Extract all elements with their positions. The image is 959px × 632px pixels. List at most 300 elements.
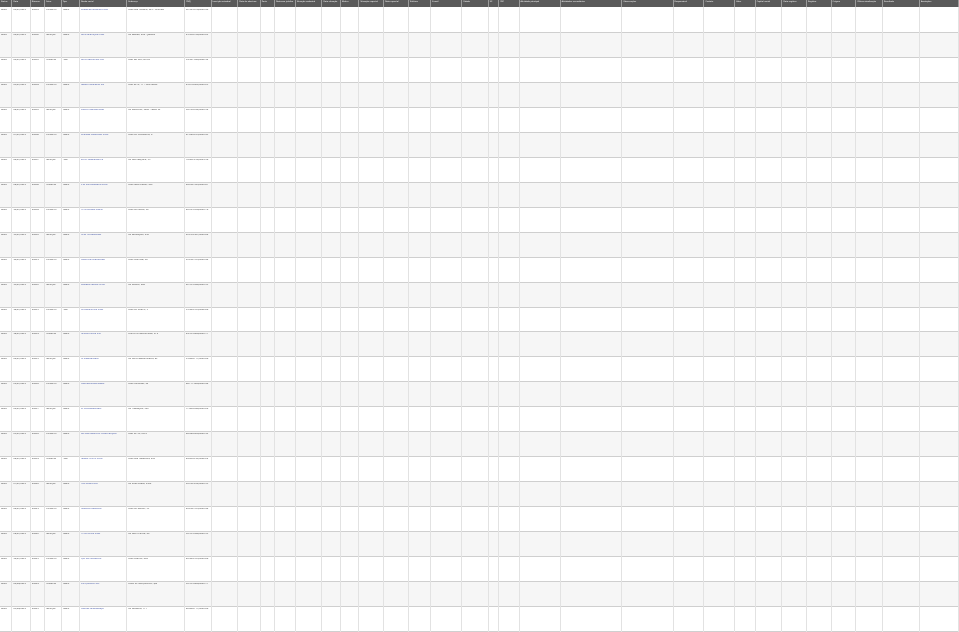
table-row[interactable] xyxy=(0,158,959,183)
table-cell-end: DISTRITO INDUSTRIAL, LT 4 xyxy=(128,333,159,336)
table-cell-nome: RÔ MATERIAIS DE CONSTRUÇÃO xyxy=(81,433,117,436)
table-cell-date: 26/07/2021 xyxy=(13,458,26,461)
table-row[interactable] xyxy=(0,308,959,333)
table-cell-date: 08/07/2021 xyxy=(13,158,26,161)
column-header-label: Status xyxy=(1,0,8,3)
table-cell-date: 09/07/2021 xyxy=(13,183,26,186)
table-cell-num: 00001 xyxy=(31,9,39,11)
table-cell-date: 16/07/2021 xyxy=(13,308,26,311)
table-cell-status: Ativa xyxy=(1,358,7,361)
table-cell-nome: ZETA TRANSPORTES xyxy=(81,158,104,161)
table-cell-nome: XI ENGENHARIA xyxy=(81,358,99,361)
table-cell-tipo: Matriz xyxy=(62,533,70,536)
table-cell-tipo: Matriz xyxy=(62,433,70,436)
column-header-label: Atividade principal xyxy=(520,0,540,3)
table-row[interactable] xyxy=(0,133,959,158)
table-cell-status: Ativa xyxy=(1,533,7,536)
table-cell-setor: Indústria xyxy=(46,458,56,461)
column-header-label: Cidade xyxy=(463,0,470,3)
column-header-label: Data de abertura xyxy=(239,0,257,3)
table-cell-cnpj: 88.999.000/0001-11 xyxy=(185,433,209,436)
column-divider xyxy=(126,7,127,632)
column-header-label: Natureza jurídica xyxy=(276,0,294,3)
column-divider xyxy=(621,7,622,632)
column-header[interactable] xyxy=(499,0,520,7)
column-header[interactable] xyxy=(31,0,45,7)
column-divider xyxy=(488,7,489,632)
column-header[interactable] xyxy=(409,0,432,7)
table-cell-tipo: Matriz xyxy=(62,333,70,336)
column-header-label: CNPJ xyxy=(185,0,191,3)
table-cell-cnpj: 89.012.345/0001-67 xyxy=(185,183,209,186)
table-row[interactable] xyxy=(0,382,959,407)
table-cell-tipo: Filial xyxy=(62,458,68,461)
table-cell-date: 22/07/2021 xyxy=(13,408,26,411)
column-header[interactable] xyxy=(520,0,561,7)
column-header[interactable] xyxy=(62,0,80,7)
column-header-label: Endereço xyxy=(128,0,138,3)
column-header[interactable] xyxy=(756,0,783,7)
column-header[interactable] xyxy=(12,0,30,7)
column-header-label: Observações xyxy=(623,0,637,3)
column-header-label: Capital social xyxy=(756,0,771,3)
column-divider xyxy=(44,7,45,632)
column-header-label: Origem xyxy=(832,0,841,3)
table-cell-num: 00018 xyxy=(31,433,39,436)
table-row[interactable] xyxy=(0,407,959,432)
column-header-label: UF xyxy=(489,0,493,3)
table-cell-nome: ÔMEGA SEGURANÇA xyxy=(81,608,104,611)
table-cell-date: 05/07/2021 xyxy=(13,83,26,86)
table-row[interactable] xyxy=(0,507,959,532)
table-cell-date: 02/07/2021 xyxy=(13,33,26,36)
table-cell-setor: Serviços xyxy=(46,283,56,286)
table-cell-nome: FI EVENTOS LTDA xyxy=(81,533,101,536)
column-header[interactable] xyxy=(856,0,883,7)
column-header-label: Situação cadastral xyxy=(296,0,316,3)
table-cell-cnpj: 22.333.444/0001-55 xyxy=(185,283,209,286)
table-row[interactable] xyxy=(0,108,959,133)
table-cell-num: 00004 xyxy=(31,83,39,86)
table-row[interactable] xyxy=(0,607,959,632)
table-row[interactable] xyxy=(0,532,959,557)
table-cell-nome: ÉPSILON MERCADO LTDA xyxy=(81,133,109,136)
column-divider xyxy=(358,7,359,632)
column-header[interactable] xyxy=(622,0,673,7)
table-cell-end: RUA DIGITAL, 404 xyxy=(128,558,148,561)
table-cell-num: 00017 xyxy=(31,408,39,411)
table-cell-end: RUA DO COMÉRCIO, 9 xyxy=(128,133,153,136)
table-cell-status: Ativa xyxy=(1,408,7,411)
table-cell-date: 19/07/2021 xyxy=(13,333,26,336)
table-cell-setor: Indústria xyxy=(46,583,56,586)
table-cell-tipo: Matriz xyxy=(62,9,70,11)
table-row[interactable] xyxy=(0,258,959,283)
column-header-label: Data registro xyxy=(783,0,797,3)
table-cell-cnpj: 67.890.123/0001-45 xyxy=(185,133,209,136)
column-divider xyxy=(321,7,322,632)
table-cell-setor: Indústria xyxy=(46,183,56,186)
table-cell-end: AV BRASIL, 400 - JARDIM xyxy=(128,33,156,36)
table-cell-cnpj: 40.444.555/0001-66 xyxy=(185,558,209,561)
column-header[interactable] xyxy=(359,0,384,7)
column-header[interactable] xyxy=(275,0,296,7)
table-cell-tipo: Matriz xyxy=(62,283,70,286)
table-cell-status: Ativa xyxy=(1,33,7,36)
column-header-label: Data especial xyxy=(385,0,399,3)
table-row[interactable] xyxy=(0,58,959,83)
table-cell-end: RUA DAS FLORES, 123 - CENTRO xyxy=(128,9,165,11)
table-cell-tipo: Matriz xyxy=(62,258,70,261)
table-cell-tipo: Matriz xyxy=(62,233,70,236)
column-divider xyxy=(919,7,920,632)
table-row[interactable] xyxy=(0,283,959,308)
column-header[interactable] xyxy=(212,0,239,7)
table-cell-tipo: Matriz xyxy=(62,383,70,386)
column-header-label: Data xyxy=(13,0,19,3)
table-cell-status: Ativa xyxy=(1,83,7,86)
table-cell-nome: MI ALIMENTOS LTDA xyxy=(81,308,104,311)
table-cell-end: RUA INDUSTRIAL, 300 xyxy=(128,183,153,186)
table-cell-setor: Indústria xyxy=(46,58,56,61)
table-cell-setor: Serviços xyxy=(46,358,56,361)
table-cell-status: Ativa xyxy=(1,133,7,136)
table-cell-setor: Serviços xyxy=(46,33,56,36)
table-cell-tipo: Matriz xyxy=(62,508,70,511)
table-cell-tipo: Filial xyxy=(62,308,68,311)
column-divider xyxy=(461,7,462,632)
column-divider xyxy=(11,7,12,632)
table-row[interactable] xyxy=(0,482,959,507)
table-cell-cnpj: 23.456.789/0001-01 xyxy=(185,33,209,36)
table-cell-status: Ativa xyxy=(1,483,7,486)
table-row[interactable] xyxy=(0,83,959,108)
column-divider xyxy=(184,7,185,632)
table-cell-cnpj: 90.123.456/0001-78 xyxy=(185,208,209,211)
table-cell-status: Ativa xyxy=(1,9,7,11)
column-header[interactable] xyxy=(127,0,184,7)
table-cell-status: Ativa xyxy=(1,558,7,561)
column-divider xyxy=(734,7,735,632)
table-cell-date: 06/07/2021 xyxy=(13,108,26,111)
column-divider xyxy=(519,7,520,632)
column-header-label: Atividades secundárias xyxy=(561,0,585,3)
table-cell-nome: GAMA COMÉRCIO ME xyxy=(81,83,105,86)
table-cell-tipo: Matriz xyxy=(62,483,70,486)
table-row[interactable] xyxy=(0,582,959,607)
table-cell-nome: ÔMICRON PAPELARIA xyxy=(81,383,105,386)
table-cell-tipo: Matriz xyxy=(62,608,70,611)
table-cell-nome: CAPA DISTRIBUIDORA xyxy=(81,258,105,261)
table-cell-tipo: Matriz xyxy=(62,33,70,36)
table-cell-num: 00002 xyxy=(31,33,39,36)
column-header-label: CEP xyxy=(500,0,504,3)
table-cell-cnpj: 12.345.678/0001-90 xyxy=(185,9,209,11)
table-cell-num: 00023 xyxy=(31,558,39,561)
table-cell-nome: PI CONTABILIDADE xyxy=(81,408,102,411)
table-cell-status: Ativa xyxy=(1,583,7,586)
table-cell-tipo: Matriz xyxy=(62,408,70,411)
column-header-label: Responsável xyxy=(674,0,688,3)
column-header[interactable] xyxy=(0,0,12,7)
table-row[interactable] xyxy=(0,233,959,258)
column-header[interactable] xyxy=(735,0,756,7)
column-header[interactable] xyxy=(45,0,61,7)
column-divider xyxy=(237,7,238,632)
column-header-label: Porte xyxy=(261,0,267,3)
table-cell-end: RUA SETE, 77 - VILA NOVA xyxy=(128,83,158,86)
table-cell-num: 00003 xyxy=(31,58,39,61)
column-header-label: Telefone xyxy=(409,0,418,3)
column-header[interactable] xyxy=(341,0,359,7)
table-row[interactable] xyxy=(0,208,959,233)
table-row[interactable] xyxy=(0,457,959,482)
table-cell-num: 00007 xyxy=(31,158,39,161)
table-cell-end: AV DOS ENGENHEIROS, 61 xyxy=(128,358,158,361)
table-cell-status: Ativa xyxy=(1,283,7,286)
column-header-label: Registro xyxy=(808,0,817,3)
table-cell-date: 28/07/2021 xyxy=(13,508,26,511)
column-divider xyxy=(383,7,384,632)
column-header[interactable] xyxy=(674,0,705,7)
column-header-label: Valor xyxy=(736,0,742,3)
column-header[interactable] xyxy=(883,0,920,7)
column-header[interactable] xyxy=(322,0,340,7)
table-cell-setor: Comércio xyxy=(46,258,57,261)
column-divider xyxy=(274,7,275,632)
table-cell-tipo: Filial xyxy=(62,158,68,161)
column-divider xyxy=(211,7,212,632)
table-cell-nome: IOTA TECNOLOGIA xyxy=(81,233,102,236)
table-cell-date: 15/07/2021 xyxy=(13,283,26,286)
column-divider xyxy=(61,7,62,632)
table-cell-end: AV INOVAÇÃO, 250 xyxy=(128,233,149,236)
table-cell-tipo: Matriz xyxy=(62,183,70,186)
column-header[interactable] xyxy=(185,0,212,7)
table-cell-end: RUA ESCOLAR, 14 xyxy=(128,383,149,386)
table-cell-tipo: Matriz xyxy=(62,358,70,361)
table-cell-setor: Serviços xyxy=(46,533,56,536)
column-header[interactable] xyxy=(238,0,261,7)
table-cell-status: Ativa xyxy=(1,458,7,461)
table-cell-end: ROD BR 116, KM 20 xyxy=(128,58,151,61)
table-cell-date: 30/07/2021 xyxy=(13,558,26,561)
column-header[interactable] xyxy=(261,0,275,7)
column-divider xyxy=(806,7,807,632)
table-cell-date: 29/07/2021 xyxy=(13,533,26,536)
table-cell-num: 00022 xyxy=(31,533,39,536)
table-cell-setor: Indústria xyxy=(46,333,56,336)
column-header-label: Anotações xyxy=(920,0,932,3)
table-cell-num: 00013 xyxy=(31,308,39,311)
column-header[interactable] xyxy=(384,0,409,7)
table-row[interactable] xyxy=(0,183,959,208)
table-cell-nome: ETA METALÚRGICA LTDA xyxy=(81,183,108,186)
table-row[interactable] xyxy=(0,357,959,382)
column-header[interactable] xyxy=(782,0,807,7)
table-cell-date: 03/08/2021 xyxy=(13,608,26,611)
table-cell-end: ROD SP 55, KM 8 xyxy=(128,433,147,436)
column-header[interactable] xyxy=(561,0,623,7)
table-cell-tipo: Matriz xyxy=(62,583,70,586)
table-cell-date: 12/07/2021 xyxy=(13,208,26,211)
column-header-label: Tipo xyxy=(62,0,67,3)
column-divider xyxy=(560,7,561,632)
table-cell-end: RUA CENTRAL, 42 xyxy=(128,258,148,261)
table-cell-end: RUA DA MODA, 18 xyxy=(128,208,149,211)
column-header[interactable] xyxy=(462,0,489,7)
table-cell-status: Ativa xyxy=(1,383,7,386)
table-cell-date: 02/07/2021 xyxy=(13,58,26,61)
table-cell-cnpj: 78.901.234/0003-56 xyxy=(185,158,209,161)
table-cell-status: Ativa xyxy=(1,608,7,611)
column-divider xyxy=(498,7,499,632)
column-header[interactable] xyxy=(832,0,857,7)
table-cell-cnpj: 20.222.333/0001-44 xyxy=(185,508,209,511)
column-header-label: Data situação xyxy=(323,0,338,3)
table-cell-num: 00006 xyxy=(31,133,39,136)
table-cell-end: RUA DAS FÁBRICAS, 210 xyxy=(128,458,156,461)
table-cell-end: AV FINANÇAS, 320 xyxy=(128,408,149,411)
column-divider xyxy=(79,7,80,632)
column-divider xyxy=(855,7,856,632)
table-cell-status: Ativa xyxy=(1,433,7,436)
table-cell-num: 00009 xyxy=(31,208,39,211)
table-cell-num: 00024 xyxy=(31,583,39,586)
column-header[interactable] xyxy=(296,0,323,7)
column-divider xyxy=(430,7,431,632)
table-cell-num: 00016 xyxy=(31,383,39,386)
table-cell-status: Ativa xyxy=(1,58,7,61)
table-row[interactable] xyxy=(0,332,959,357)
table-cell-num: 00011 xyxy=(31,258,39,261)
column-header[interactable] xyxy=(431,0,462,7)
table-cell-status: Ativa xyxy=(1,208,7,211)
table-cell-status: Ativa xyxy=(1,308,7,311)
table-cell-setor: Comércio xyxy=(46,508,57,511)
table-cell-cnpj: 66.777.888/0001-99 xyxy=(185,383,209,386)
column-divider xyxy=(408,7,409,632)
table-cell-num: 00015 xyxy=(31,358,39,361)
table-cell-setor: Comércio xyxy=(46,9,57,11)
table-cell-num: 00008 xyxy=(31,183,39,186)
table-cell-setor: Comércio xyxy=(46,433,57,436)
table-row[interactable] xyxy=(0,432,959,457)
column-header-label: Última atualização xyxy=(857,0,876,3)
table-cell-cnpj: 77.888.999/0001-00 xyxy=(185,408,209,411)
table-cell-cnpj: 10.111.222/0001-33 xyxy=(185,483,209,486)
table-cell-end: AV DAS FESTAS, 90 xyxy=(128,533,150,536)
table-cell-date: 07/07/2021 xyxy=(13,133,26,136)
column-header-label: Resultado xyxy=(884,0,894,3)
table-cell-cnpj: 30.333.444/0001-55 xyxy=(185,533,209,536)
table-cell-date: 13/07/2021 xyxy=(13,233,26,236)
table-row[interactable] xyxy=(0,557,959,582)
table-cell-end: AV SAÚDE, 800 xyxy=(128,283,146,286)
table-cell-setor: Serviços xyxy=(46,608,56,611)
table-cell-nome: QUI ELETRÔNICOS xyxy=(81,558,102,561)
column-divider xyxy=(340,7,341,632)
column-header[interactable] xyxy=(80,0,127,7)
table-cell-tipo: Matriz xyxy=(62,208,70,211)
table-cell-end: RUA DA SAÚDE, 33 xyxy=(128,508,150,511)
table-cell-tipo: Matriz xyxy=(62,83,70,86)
column-header[interactable] xyxy=(920,0,959,7)
column-divider xyxy=(831,7,832,632)
table-cell-date: 21/07/2021 xyxy=(13,383,26,386)
column-divider xyxy=(882,7,883,632)
column-divider xyxy=(781,7,782,632)
table-cell-setor: Serviços xyxy=(46,158,56,161)
table-cell-setor: Serviços xyxy=(46,483,56,486)
table-cell-end: AV PAULISTA, 1000 - SALA 12 xyxy=(128,108,161,111)
table-cell-nome: TETA MODAS EIRELI xyxy=(81,208,103,211)
column-divider xyxy=(295,7,296,632)
table-cell-cnpj: 56.789.012/0001-34 xyxy=(185,108,209,111)
table-cell-nome: ÍPSILON FARMÁCIA xyxy=(81,508,102,511)
table-cell-cnpj: 60.666.777/0001-88 xyxy=(185,608,209,611)
column-divider xyxy=(703,7,704,632)
table-cell-cnpj: 99.000.111/0002-22 xyxy=(185,458,209,461)
table-cell-status: Ativa xyxy=(1,258,7,261)
table-cell-num: 00019 xyxy=(31,458,39,461)
column-divider xyxy=(673,7,674,632)
table-cell-tipo: Matriz xyxy=(62,558,70,561)
table-cell-setor: Comércio xyxy=(46,383,57,386)
table-cell-setor: Comércio xyxy=(46,308,57,311)
table-cell-nome: NI PLÁSTICOS S.A. xyxy=(81,333,102,336)
column-header-label: Razão social xyxy=(81,0,94,3)
table-row[interactable] xyxy=(0,33,959,58)
column-header[interactable] xyxy=(489,0,499,7)
table-cell-tipo: Matriz xyxy=(62,133,70,136)
table-cell-tipo: Matriz xyxy=(62,108,70,111)
table-cell-num: 00005 xyxy=(31,108,39,111)
table-cell-date: 27/07/2021 xyxy=(13,483,26,486)
table-cell-end: AV GUARDA, 777 xyxy=(128,608,147,611)
column-divider xyxy=(260,7,261,632)
column-header[interactable] xyxy=(807,0,832,7)
table-cell-end: AV DAS NAÇÕES, 55 xyxy=(128,158,151,161)
table-cell-date: 20/07/2021 xyxy=(13,358,26,361)
table-cell-nome: SIGMA TÊXTIL LTDA xyxy=(81,458,103,461)
table-cell-setor: Serviços xyxy=(46,108,56,111)
table-cell-end: AV PORTUÁRIA, 1500 xyxy=(128,483,152,486)
table-cell-nome: BETA INDÚSTRIA S.A. xyxy=(81,58,105,61)
table-cell-status: Ativa xyxy=(1,158,7,161)
table-cell-setor: Comércio xyxy=(46,208,57,211)
column-header-label: Motivo xyxy=(341,0,349,3)
table-row[interactable] xyxy=(0,8,959,33)
table-cell-num: 00025 xyxy=(31,608,39,611)
column-header[interactable] xyxy=(704,0,735,7)
table-cell-setor: Serviços xyxy=(46,233,56,236)
column-header-label: Número xyxy=(31,0,40,3)
table-cell-status: Ativa xyxy=(1,108,7,111)
table-cell-end: POLO PETROQUÍMICO, S/N xyxy=(128,583,158,586)
table-cell-nome: PSI QUÍMICA S.A. xyxy=(81,583,100,586)
table-cell-num: 00020 xyxy=(31,483,39,486)
table-cell-date: 14/07/2021 xyxy=(13,258,26,261)
table-cell-nome: TAU LOGÍSTICA xyxy=(81,483,98,486)
table-cell-cnpj: 34.567.890/0002-12 xyxy=(185,58,209,61)
table-cell-cnpj: 11.222.333/0001-44 xyxy=(185,258,209,261)
table-cell-setor: Comércio xyxy=(46,83,57,86)
column-divider xyxy=(30,7,31,632)
table-cell-setor: Comércio xyxy=(46,558,57,561)
table-cell-cnpj: 44.555.666/0001-77 xyxy=(185,333,209,336)
table-cell-date: 23/07/2021 xyxy=(13,433,26,436)
